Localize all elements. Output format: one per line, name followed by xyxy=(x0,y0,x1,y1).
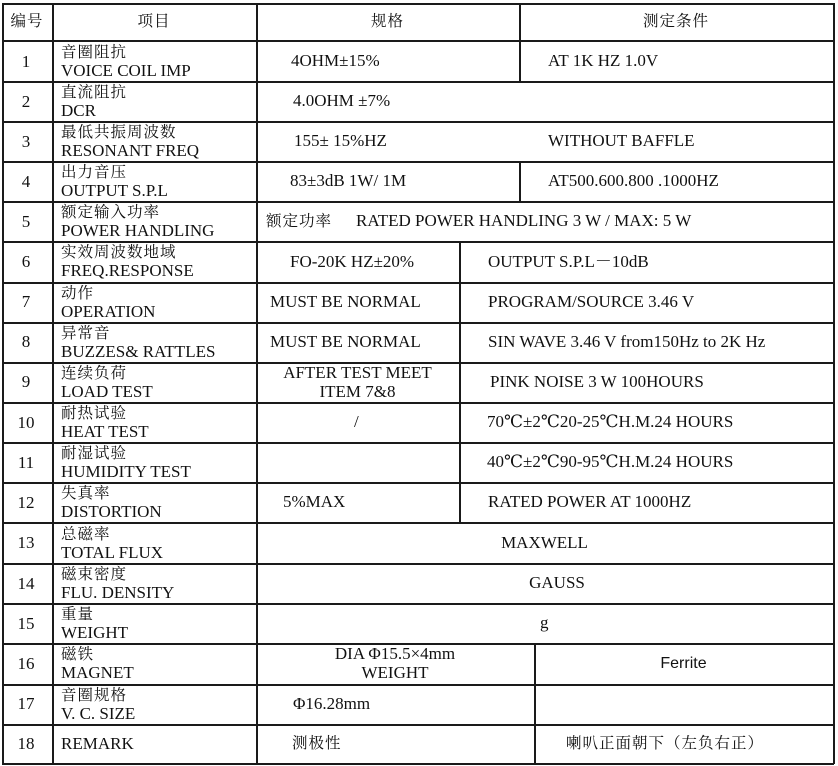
item-name-cn: 动作 xyxy=(61,284,95,302)
item-name-en: FREQ.RESPONSE xyxy=(61,261,194,280)
item-name-cn: 实效周波数地域 xyxy=(61,243,177,261)
spec-value-line2: WEIGHT xyxy=(361,663,429,682)
header-condition: 测定条件 xyxy=(642,12,709,30)
row-number: 17 xyxy=(17,694,35,713)
spec-value: FO-20K HZ±20% xyxy=(290,252,415,271)
item-name-cn: 失真率 xyxy=(61,484,111,502)
rule-row xyxy=(2,603,834,605)
item-name-cn: 出力音压 xyxy=(61,163,128,181)
rule-row xyxy=(2,724,834,726)
spec-value: MUST BE NORMAL xyxy=(270,292,421,311)
spec-value: 4OHM±15% xyxy=(291,51,380,70)
test-condition: AT 1K HZ 1.0V xyxy=(548,51,659,70)
spec-value: 测极性 xyxy=(292,734,342,752)
spec-value-cn: 额定功率 xyxy=(266,212,333,230)
spec-value: 4.0OHM ±7% xyxy=(293,91,391,110)
item-name-cn: 连续负荷 xyxy=(61,364,128,382)
item-name-en: DISTORTION xyxy=(61,502,162,521)
test-condition: 喇叭正面朝下（左负右正） xyxy=(566,734,765,752)
header-item: 项目 xyxy=(137,12,171,30)
test-condition: SIN WAVE 3.46 V from150Hz to 2K Hz xyxy=(488,332,766,351)
rule-col-spec xyxy=(519,161,521,201)
item-name-en: HEAT TEST xyxy=(61,422,149,441)
test-condition: WITHOUT BAFFLE xyxy=(548,131,695,150)
item-name-en: FLU. DENSITY xyxy=(61,583,175,602)
item-name-en: POWER HANDLING xyxy=(61,221,215,240)
row-number: 2 xyxy=(21,92,31,111)
row-number: 9 xyxy=(21,372,31,391)
item-name-cn: 耐湿试验 xyxy=(61,444,128,462)
row-number: 5 xyxy=(21,212,31,231)
row-number: 4 xyxy=(21,172,31,191)
row-number: 6 xyxy=(21,252,31,271)
spec-value: 83±3dB 1W/ 1M xyxy=(290,171,407,190)
item-name-en: DCR xyxy=(61,101,96,120)
spec-value: AFTER TEST MEET xyxy=(283,363,432,382)
item-name-en: OUTPUT S.P.L xyxy=(61,181,168,200)
row-number: 7 xyxy=(21,292,31,311)
row-number: 3 xyxy=(21,132,31,151)
item-name-cn: 音圈阻抗 xyxy=(61,43,128,61)
item-name-cn: 总磁率 xyxy=(61,525,111,543)
item-name-en: WEIGHT xyxy=(61,623,129,642)
rule-col-no xyxy=(52,3,54,764)
item-name-en: HUMIDITY TEST xyxy=(61,462,191,481)
row-number: 12 xyxy=(17,493,35,512)
row-number: 15 xyxy=(17,614,35,633)
row-number: 14 xyxy=(17,574,35,593)
spec-value: g xyxy=(540,613,549,632)
item-name-en: VOICE COIL IMP xyxy=(61,61,191,80)
row-number: 8 xyxy=(21,332,31,351)
test-condition: PINK NOISE 3 W 100HOURS xyxy=(490,372,704,391)
row-number: 18 xyxy=(17,734,35,753)
item-name-en: V. C. SIZE xyxy=(61,704,136,723)
header-no: 编号 xyxy=(10,12,44,30)
spec-value: DIA Φ15.5×4mm xyxy=(334,644,456,663)
item-name-en: REMARK xyxy=(61,734,134,753)
item-name-en: TOTAL FLUX xyxy=(61,543,164,562)
item-name-en: OPERATION xyxy=(61,302,156,321)
spec-value: MAXWELL xyxy=(501,533,588,552)
spec-value: GAUSS xyxy=(529,573,585,592)
row-number: 13 xyxy=(17,533,35,552)
row-number: 16 xyxy=(17,654,35,673)
rule-top xyxy=(2,3,834,5)
item-name-en: BUZZES& RATTLES xyxy=(61,342,216,361)
test-condition: OUTPUT S.P.L－10dB xyxy=(488,252,649,271)
item-name-cn: 磁束密度 xyxy=(61,565,128,583)
item-name-cn: 磁铁 xyxy=(61,645,95,663)
spec-value: Φ16.28mm xyxy=(293,694,371,713)
rule-right xyxy=(833,3,835,764)
rule-col-spec xyxy=(459,241,461,522)
header-spec: 规格 xyxy=(370,12,404,30)
spec-value: / xyxy=(354,412,359,431)
item-name-cn: 异常音 xyxy=(61,324,111,342)
item-name-cn: 最低共振周波数 xyxy=(61,123,177,141)
item-name-cn: 耐热试验 xyxy=(61,404,128,422)
spec-value: 155± 15%HZ xyxy=(294,131,387,150)
row-number: 11 xyxy=(17,453,35,472)
item-name-cn: 音圈规格 xyxy=(61,686,128,704)
item-name-en: MAGNET xyxy=(61,663,134,682)
rule-bottom xyxy=(2,763,834,765)
row-number: 10 xyxy=(17,413,35,432)
test-condition: PROGRAM/SOURCE 3.46 V xyxy=(488,292,695,311)
item-name-en: LOAD TEST xyxy=(61,382,153,401)
spec-value: MUST BE NORMAL xyxy=(270,332,421,351)
row-number: 1 xyxy=(21,52,31,71)
rule-row xyxy=(2,282,834,284)
rule-row xyxy=(2,522,834,524)
item-name-en: RESONANT FREQ xyxy=(61,141,200,160)
spec-value: RATED POWER HANDLING 3 W / MAX: 5 W xyxy=(356,211,692,230)
rule-row xyxy=(2,482,834,484)
test-condition: 40℃±2℃90-95℃H.M.24 HOURS xyxy=(487,452,734,471)
spec-value: 5%MAX xyxy=(283,492,346,511)
spec-value-line2: ITEM 7&8 xyxy=(319,382,396,401)
test-condition: Ferrite xyxy=(660,655,707,672)
item-name-cn: 额定输入功率 xyxy=(61,203,161,221)
test-condition: AT500.600.800 .1000HZ xyxy=(548,171,719,190)
item-name-cn: 重量 xyxy=(61,605,95,623)
test-condition: RATED POWER AT 1000HZ xyxy=(488,492,692,511)
item-name-cn: 直流阻抗 xyxy=(61,83,128,101)
test-condition: 70℃±2℃20-25℃H.M.24 HOURS xyxy=(487,412,734,431)
rule-row xyxy=(2,322,834,324)
